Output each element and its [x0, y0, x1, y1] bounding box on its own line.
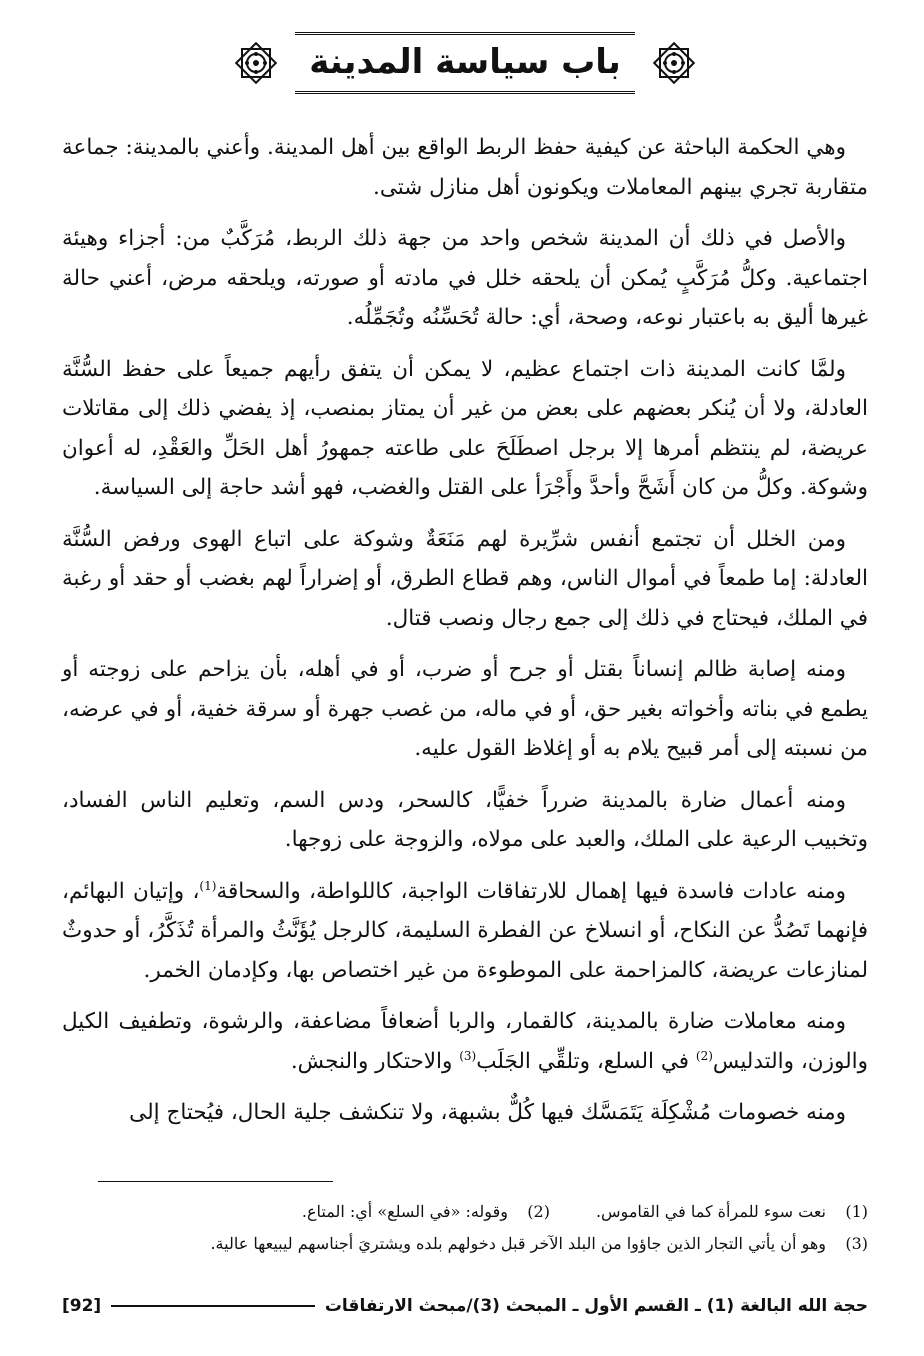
- paragraph-text: ومنه معاملات ضارة بالمدينة، كالقمار، والربا أضعافاً مضاعفة، والرشوة، وتطفيف الكيل والوزن، والتدليس: [62, 1009, 868, 1074]
- footnotes: [62, 1196, 868, 1260]
- book-page: [62, 28, 868, 1336]
- paragraph: ومنه أعمال ضارة بالمدينة ضرراً خفيًّا، كالسحر، ودس السم، وتعليم الناس الفساد، وتخبيب الرعية على الملك، والعبد على مولاه، والزوجة على زوجها.: [62, 787, 868, 852]
- footnote-row: [62, 1228, 868, 1260]
- paragraph-text: ، وإتيان البهائم، فإنهما تَصُدُّ عن النكاح، أو انسلاخ عن الفطرة السليمة، كالرجل يُؤَنَّثُ والمرأة تُذَكَّرُ، أو حدوثٌ لمنازعات عريضة، كالمزاحمة على الموطوءة من غير اختصاص بها، وكإدمان الخمر.: [62, 878, 868, 983]
- page-footer: [62, 1296, 868, 1316]
- footnote-number: (3): [845, 1233, 868, 1253]
- footnote-number: (2): [527, 1201, 550, 1221]
- chapter-header: [62, 28, 868, 120]
- footnote-row: [62, 1196, 868, 1228]
- footnote-divider: [98, 1181, 333, 1182]
- paragraph: [62, 872, 868, 991]
- paragraph: والأصل في ذلك أن المدينة شخص واحد من جهة ذلك الربط، مُرَكَّبٌ من: أجزاء وهيئة اجتماعية. وكلُّ مُرَكَّبٍ يُمكن أن يلحقه خلل في مادته أو صورته، ويلحقه مرض، أعني حالة غيرها أليق به باعتبار نوعه، وصحة، أي: حالة تُحَسِّنُه وتُجَمِّلُه.: [62, 226, 868, 330]
- body-text: [62, 128, 868, 1133]
- footnote-text: نعت سوء للمرأة كما في القاموس.: [595, 1201, 826, 1221]
- paragraph-text: ومنه عادات فاسدة فيها إهمال للارتفاقات الواجبة، كاللواطة، والسحاقة: [216, 878, 846, 904]
- footer-rule: [111, 1305, 315, 1307]
- footnote-ref: (2): [695, 1048, 713, 1063]
- paragraph: ولمَّا كانت المدينة ذات اجتماع عظيم، لا يمكن أن يتفق رأيهم جميعاً على حفظ السُّنَّة العادلة، ولا أن يُنكر بعضهم على بعض من غير أن يمتاز بمنصب، إذ يفضي ذلك إلى مقاتلات عريضة، لم ينتظم أمرها إلا برجل اصطَلَحَ على طاعته جمهورُ أهل الحَلِّ والعَقْدِ، له أعوان وشوكة. وكلُّ من كان أَشَحَّ وأحدَّ وأَجْرَأ على القتل والغضب، فهو أشد حاجة إلى السياسة.: [62, 356, 868, 500]
- footnote-ref: (3): [459, 1048, 477, 1063]
- paragraph-text: والاحتكار والنجش.: [290, 1048, 460, 1074]
- eight-point-star-ornament-icon: [231, 38, 281, 88]
- title-frame: [295, 32, 635, 94]
- paragraph: وهي الحكمة الباحثة عن كيفية حفظ الربط الواقع بين أهل المدينة. وأعني بالمدينة: جماعة متقاربة تجري بينهم المعاملات ويكونون أهل منازل شتى.: [62, 135, 868, 200]
- paragraph: ومنه إصابة ظالم إنساناً بقتل أو جرح أو ضرب، أو في أهله، بأن يزاحم على زوجته أو يطمع في بناته وأخواته بغير حق، أو في ماله، من غصب جهرة أو سرقة خفية، أو في عرضه، من نسبته إلى أمر قبيح يلام به أو إغلاظ القول عليه.: [62, 657, 868, 761]
- eight-point-star-ornament-icon: [649, 38, 699, 88]
- page-title: باب سياسة المدينة: [309, 42, 621, 82]
- paragraph: [62, 1002, 868, 1081]
- paragraph-text: في السلع، وتلقِّي الجَلَب: [476, 1048, 696, 1074]
- page-number: [92]: [62, 1296, 102, 1316]
- paragraph: ومنه خصومات مُشْكِلَة يَتَمَسَّك فيها كُلٌّ بشبهة، ولا تنكشف جلية الحال، فيُحتاج إلى: [129, 1100, 846, 1125]
- footnote-number: (1): [845, 1201, 868, 1221]
- running-title: حجة الله البالغة (1) ـ القسم الأول ـ المبحث (3)/مبحث الارتفاقات: [324, 1296, 868, 1316]
- footnote-ref: (1): [199, 878, 217, 893]
- footnote-text: وهو أن يأتي التجار الذين جاؤوا من البلد الآخر قبل دخولهم بلده ويشتريَ أجناسهم ليبيعها عالية.: [210, 1233, 826, 1253]
- paragraph: ومن الخلل أن تجتمع أنفس شرِّيرة لهم مَنَعَةٌ وشوكة على اتباع الهوى ورفض السُّنَّة العادلة: إما طمعاً في أموال الناس، وهم قطاع الطرق، أو إضراراً لهم بغضب أو حقد أو رغبة في الملك، فيحتاج في ذلك إلى جمع رجال ونصب قتال.: [62, 526, 868, 631]
- footnote-text: وقوله: «في السلع» أي: المتاع.: [301, 1201, 508, 1221]
- title-box: [231, 28, 699, 94]
